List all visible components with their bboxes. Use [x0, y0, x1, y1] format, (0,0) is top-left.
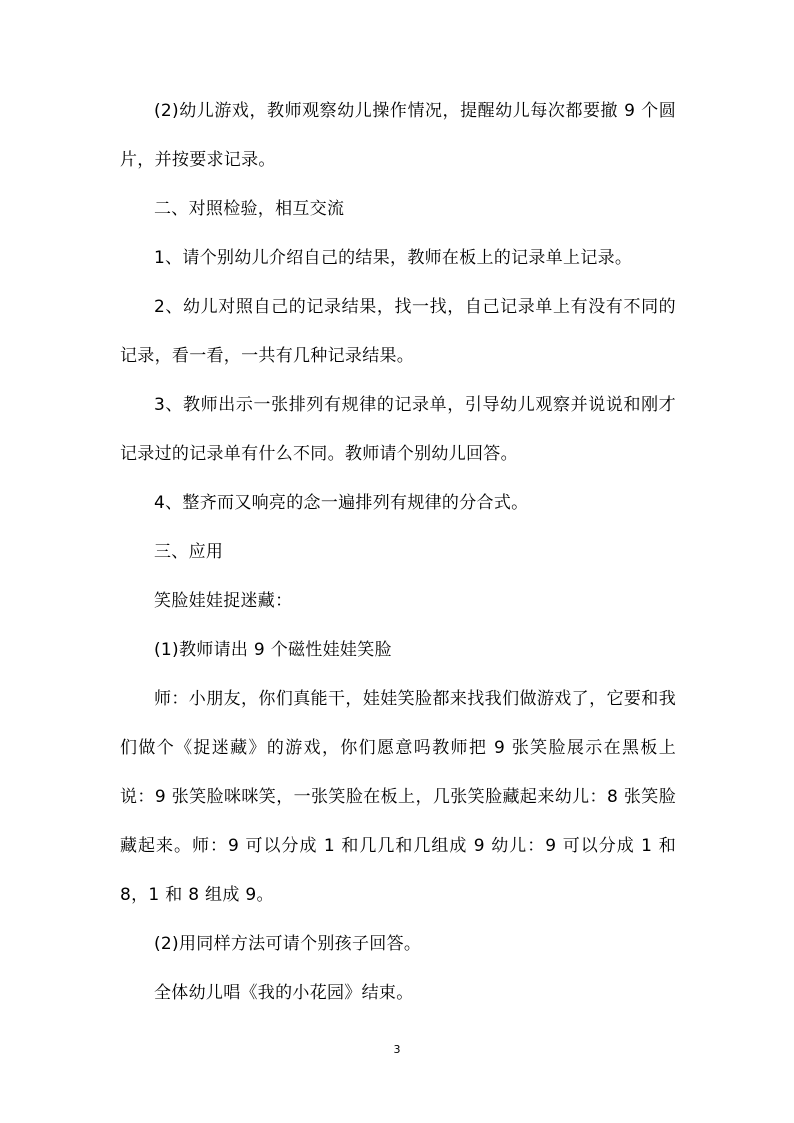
paragraph-activity-game: (2)幼儿游戏，教师观察幼儿操作情况，提醒幼儿每次都要撤 9 个圆片，并按要求记录。 — [120, 101, 676, 170]
paragraph-ending: 全体幼儿唱《我的小花园》结束。 — [154, 983, 414, 1003]
paragraph-step-3: 3、教师出示一张排列有规律的记录单，引导幼儿观察并说说和刚才记录过的记录单有什么不同。教师请个别幼儿回答。 — [120, 395, 676, 464]
page-number: 3 — [393, 1043, 401, 1056]
paragraph-substep-2: (2)用同样方法可请个别孩子回答。 — [154, 934, 422, 954]
heading-section-two: 二、对照检验，相互交流 — [154, 199, 345, 219]
heading-section-three: 三、应用 — [154, 542, 224, 562]
paragraph-teacher-dialogue: 师：小朋友，你们真能干，娃娃笑脸都来找我们做游戏了，它要和我们做个《捉迷藏》的游戏，你们愿意吗教师把 9 张笑脸展示在黑板上说：9 张笑脸咪咪笑，一张笑脸在板上，几张笑脸藏起来幼儿：8 张笑脸藏起来。师：9 可以分成 1 和几几和几组成 9 幼儿：9 可以分成 1 和 8，1 和 8 组成 9。 — [120, 689, 676, 905]
paragraph-step-4: 4、整齐而又响亮的念一遍排列有规律的分合式。 — [154, 493, 529, 513]
paragraph-step-2: 2、幼儿对照自己的记录结果，找一找，自己记录单上有没有不同的记录，看一看，一共有几种记录结果。 — [120, 297, 676, 366]
paragraph-substep-1: (1)教师请出 9 个磁性娃娃笑脸 — [154, 640, 392, 660]
paragraph-game-title: 笑脸娃娃捉迷藏： — [154, 591, 293, 611]
paragraph-step-1: 1、请个别幼儿介绍自己的结果，教师在板上的记录单上记录。 — [154, 248, 633, 268]
